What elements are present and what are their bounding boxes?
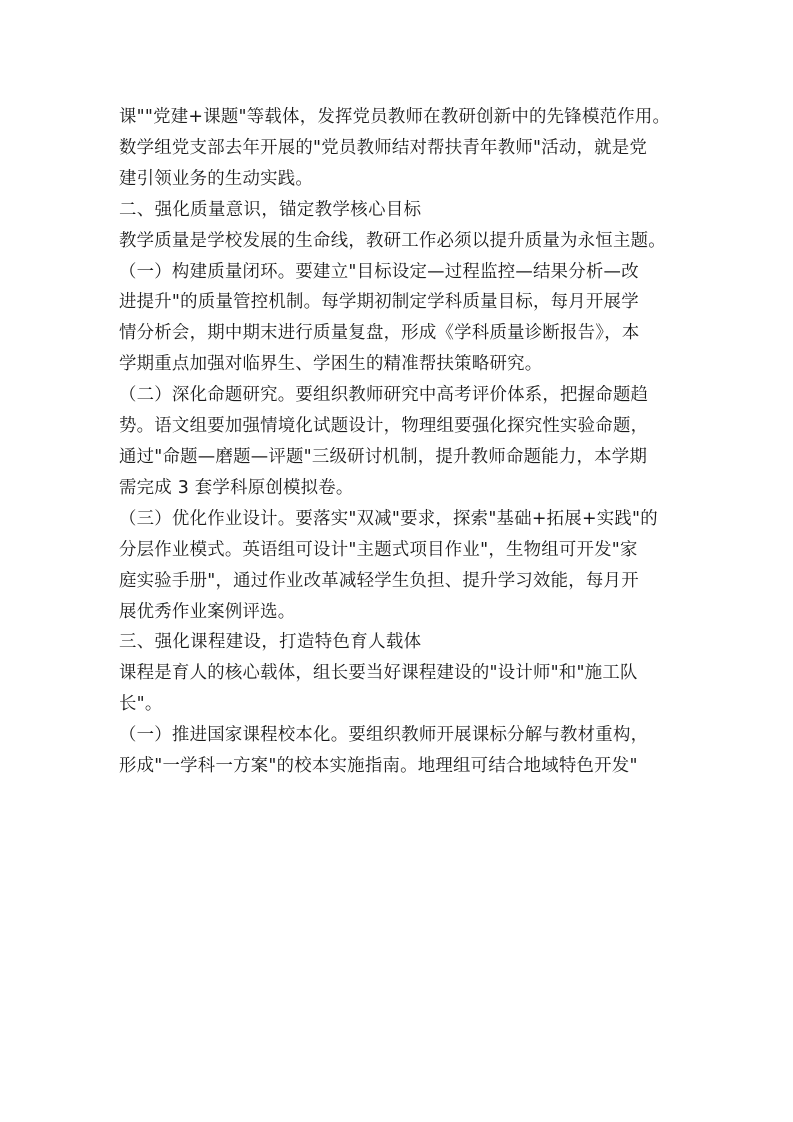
- paragraph-line: 势。语文组要加强情境化试题设计，物理组要强化探究性实验命题，: [119, 416, 649, 437]
- paragraph-line: 学期重点加强对临界生、学困生的精准帮扶策略研究。: [119, 354, 543, 375]
- paragraph-line: 进提升"的质量管控机制。每学期初制定学科质量目标，每月开展学: [119, 292, 639, 313]
- paragraph-line: （三）优化作业设计。要落实"双减"要求，探索"基础+拓展+实践"的: [119, 508, 658, 529]
- paragraph-line: 形成"一学科一方案"的校本实施指南。地理组可结合地域特色开发": [119, 756, 638, 777]
- paragraph-line: 长"。: [119, 694, 163, 715]
- paragraph-line: （一）推进国家课程校本化。要组织教师开展课标分解与教材重构，: [119, 725, 649, 746]
- section-heading: 二、强化质量意识，锚定教学核心目标: [119, 199, 422, 220]
- paragraph-line: 数学组党支部去年开展的"党员教师结对帮扶青年教师"活动，就是党: [119, 137, 648, 158]
- paragraph-line: 课程是育人的核心载体，组长要当好课程建设的"设计师"和"施工队: [119, 663, 638, 684]
- paragraph-line: 情分析会，期中期末进行质量复盘，形成《学科质量诊断报告》，本: [119, 323, 640, 344]
- paragraph-line: 教学质量是学校发展的生命线，教研工作必须以提升质量为永恒主题。: [119, 230, 666, 251]
- paragraph-line: （二）深化命题研究。要组织教师研究中高考评价体系，把握命题趋: [119, 385, 649, 406]
- paragraph-line: 分层作业模式。英语组可设计"主题式项目作业"，生物组可开发"家: [119, 539, 638, 560]
- section-heading: 三、强化课程建设，打造特色育人载体: [119, 632, 422, 653]
- paragraph-line: 展优秀作业案例评选。: [119, 601, 296, 622]
- paragraph-line: 课""党建+课题"等载体，发挥党员教师在教研创新中的先锋模范作用。: [119, 107, 671, 127]
- paragraph-line: 庭实验手册"，通过作业改革减轻学生负担、提升学习效能，每月开: [119, 570, 639, 591]
- paragraph-line: 建引领业务的生动实践。: [119, 168, 314, 189]
- paragraph-line: 通过"命题—磨题—评题"三级研讨机制，提升教师命题能力，本学期: [119, 446, 648, 467]
- document-body: [119, 102, 699, 782]
- paragraph-line: （一）构建质量闭环。要建立"目标设定—过程监控—结果分析—改: [119, 261, 639, 282]
- paragraph-line: 需完成 3 套学科原创模拟卷。: [119, 477, 354, 498]
